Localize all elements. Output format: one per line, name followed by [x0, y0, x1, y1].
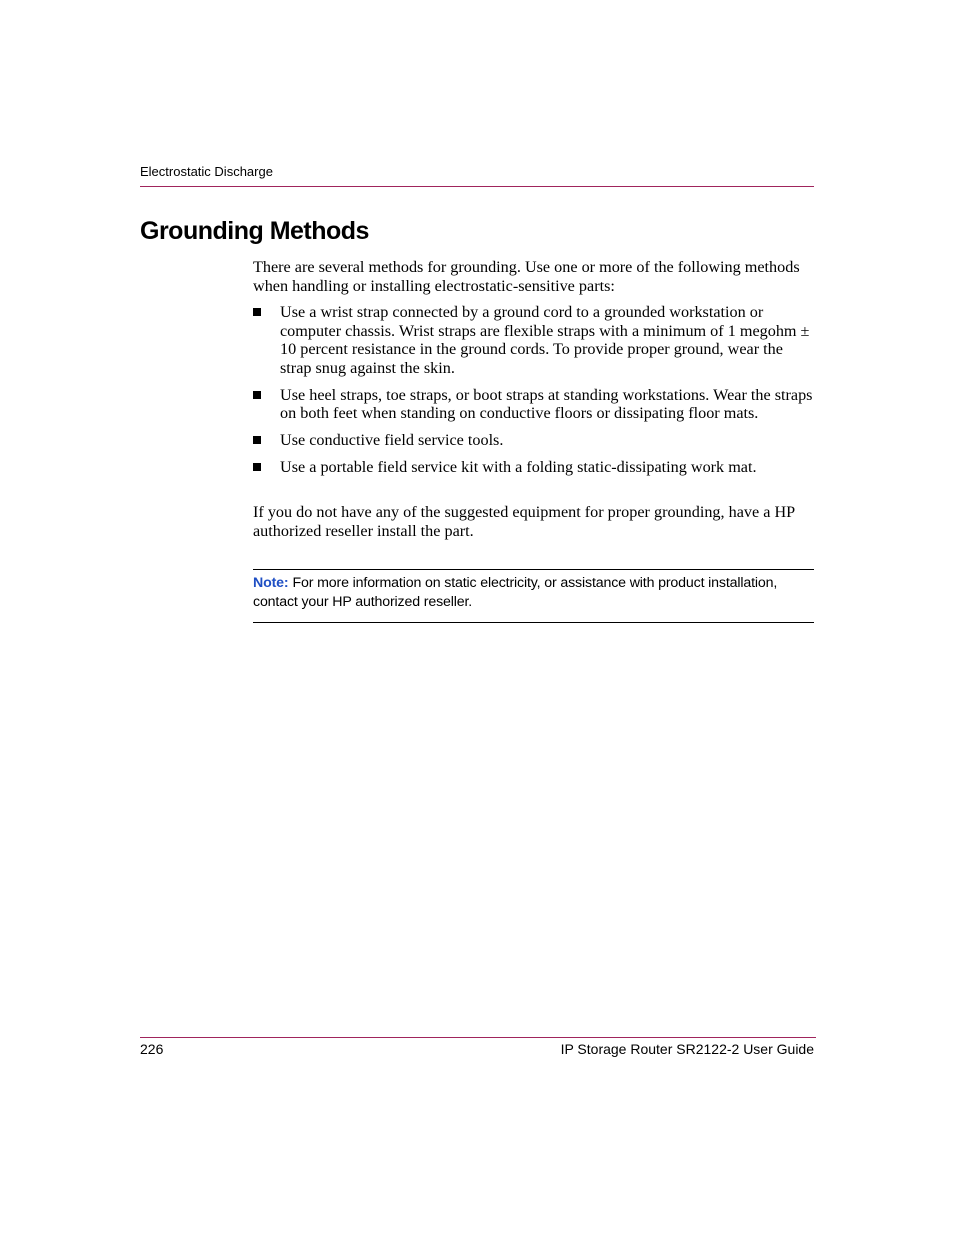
list-item: [253, 431, 814, 450]
square-bullet-icon: [253, 308, 261, 316]
list-item-text: Use a wrist strap connected by a ground cord to a grounded workstation or computer chassis. Wrist straps are flexible straps with a minimum of 1 megohm ± 10 percent resistance in the ground cords. To provide proper ground, wear the strap snug against the skin.: [280, 303, 810, 377]
square-bullet-icon: [253, 463, 261, 471]
list-item: [253, 386, 814, 423]
running-header: Electrostatic Discharge: [140, 164, 273, 179]
section-title: Grounding Methods: [140, 217, 369, 245]
note-label: Note:: [253, 575, 289, 591]
intro-paragraph: There are several methods for grounding. Use one or more of the following methods when handling or installing electrostatic-sensitive parts:: [253, 258, 800, 295]
list-item-text: Use conductive field service tools.: [280, 431, 504, 449]
list-item-text: Use heel straps, toe straps, or boot straps at standing workstations. Wear the straps on both feet when standing on conductive floors or dissipating floor mats.: [280, 385, 813, 422]
note-top-rule: [253, 569, 814, 570]
note-text: For more information on static electricity, or assistance with product installation, contact your HP authorized reseller.: [253, 575, 778, 610]
note-bottom-rule: [253, 622, 814, 623]
grounding-methods-list: [253, 303, 814, 485]
guide-title: IP Storage Router SR2122-2 User Guide: [560, 1041, 814, 1057]
square-bullet-icon: [253, 391, 261, 399]
page-number: 226: [140, 1041, 164, 1057]
list-item: [253, 303, 814, 377]
list-item-text: Use a portable field service kit with a folding static-dissipating work mat.: [280, 458, 757, 476]
closing-paragraph: If you do not have any of the suggested equipment for proper grounding, have a HP authorized reseller install the part.: [253, 503, 795, 540]
note-block: [253, 574, 814, 611]
list-item: [253, 458, 814, 477]
header-rule: [140, 186, 814, 187]
footer-rule: [140, 1037, 816, 1038]
square-bullet-icon: [253, 436, 261, 444]
